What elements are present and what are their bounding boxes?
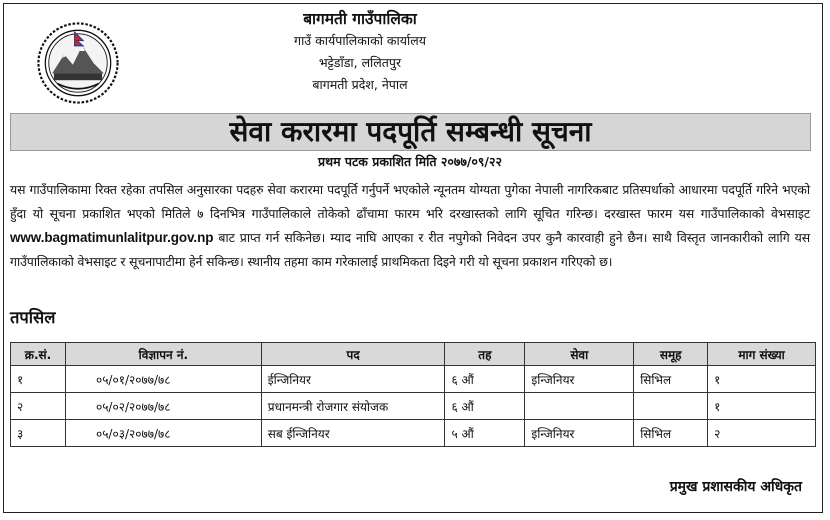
cell-service (525, 393, 634, 420)
col-header-group: समूह (634, 343, 708, 366)
municipality-emblem-icon (35, 20, 121, 106)
cell-group: सिभिल (634, 420, 708, 447)
cell-level: ६ औं (445, 393, 525, 420)
body-text-1: यस गाउँपालिकामा रिक्त रहेका तपसिल अनुसारका पदहरु सेवा करारमा पदपूर्ति गर्नुपर्ने भएकोले न्यूनतम योग्यता पुगेका नेपाली नागरिकबाट प्रतिस्पर्धाको आधारमा पदपूर्ति गरिने भएको हुँदा यो सूचना प्रकाशित भएको मितिले ७ दिनभित्र गाउँपालिकाले तोकेको ढाँचामा फारम भरि दरखास्तको लागि सूचित गरिन्छ। दरखास्त फारम यस गाउँपालिकाको वेभसाइट (10, 182, 810, 221)
cell-sn: १ (11, 366, 66, 393)
col-header-post: पद (261, 343, 445, 366)
publish-date: प्रथम पटक प्रकाशित मिति २०७७/०९/२२ (317, 154, 502, 169)
notice-body (10, 178, 810, 274)
cell-sn: २ (11, 393, 66, 420)
cell-demand: २ (708, 420, 816, 447)
office-province: बागमती प्रदेश, नेपाल (312, 77, 408, 92)
vacancy-table (10, 342, 816, 447)
body-text-2: बाट प्राप्त गर्न सकिनेछ। म्याद नाघि आएका र रीत नपुगेको निवेदन उपर कुनै कारवाही हुने छैन। साथै विस्तृत जानकारीको लागि यस गाउँपालिकाको वेभसाइट र सूचनापाटीमा हेर्न सकिन्छ। स्थानीय तहमा काम गरेकालाई प्राथमिकता दिइने गरी यो सूचना प्रकाशन गरिएको छ। (10, 230, 811, 269)
cell-level: ६ औं (445, 366, 525, 393)
cell-sn: ३ (11, 420, 66, 447)
cell-group: सिभिल (634, 366, 708, 393)
cell-ad-no: ०५/०१/२०७७/७८ (65, 366, 261, 393)
cell-post: ईन्जिनियर (261, 366, 445, 393)
office-address: भट्टेडाँडा, ललितपुर (318, 55, 402, 70)
col-header-demand: माग संख्या (708, 343, 816, 366)
cell-service: इन्जिनियर (525, 420, 634, 447)
signature-title: प्रमुख प्रशासकीय अधिकृत (669, 479, 802, 495)
cell-demand: १ (708, 393, 816, 420)
col-header-service: सेवा (525, 343, 634, 366)
cell-service: इन्जिनियर (525, 366, 634, 393)
table-row (11, 420, 816, 447)
table-row (11, 366, 816, 393)
col-header-level: तह (445, 343, 525, 366)
org-name: बागमती गाउँपालिका (303, 10, 417, 28)
notice-title: सेवा करारमा पदपूर्ति सम्बन्धी सूचना (10, 113, 811, 151)
website-link[interactable]: www.bagmatimunlalitpur.gov.np (10, 230, 214, 245)
cell-post: प्रधानमन्त्री रोजगार संयोजक (261, 393, 445, 420)
cell-post: सब ईन्जिनियर (261, 420, 445, 447)
cell-ad-no: ०५/०२/२०७७/७८ (65, 393, 261, 420)
schedule-heading: तपसिल (10, 308, 56, 327)
col-header-sn: क्र.सं. (11, 343, 66, 366)
cell-level: ५ औं (445, 420, 525, 447)
cell-ad-no: ०५/०३/२०७७/७८ (65, 420, 261, 447)
office-name: गाउँ कार्यपालिकाको कार्यालय (294, 33, 426, 48)
table-row (11, 393, 816, 420)
col-header-ad-no: विज्ञापन नं. (65, 343, 261, 366)
office-header (220, 8, 500, 96)
cell-group (634, 393, 708, 420)
cell-demand: १ (708, 366, 816, 393)
table-header-row (11, 343, 816, 366)
